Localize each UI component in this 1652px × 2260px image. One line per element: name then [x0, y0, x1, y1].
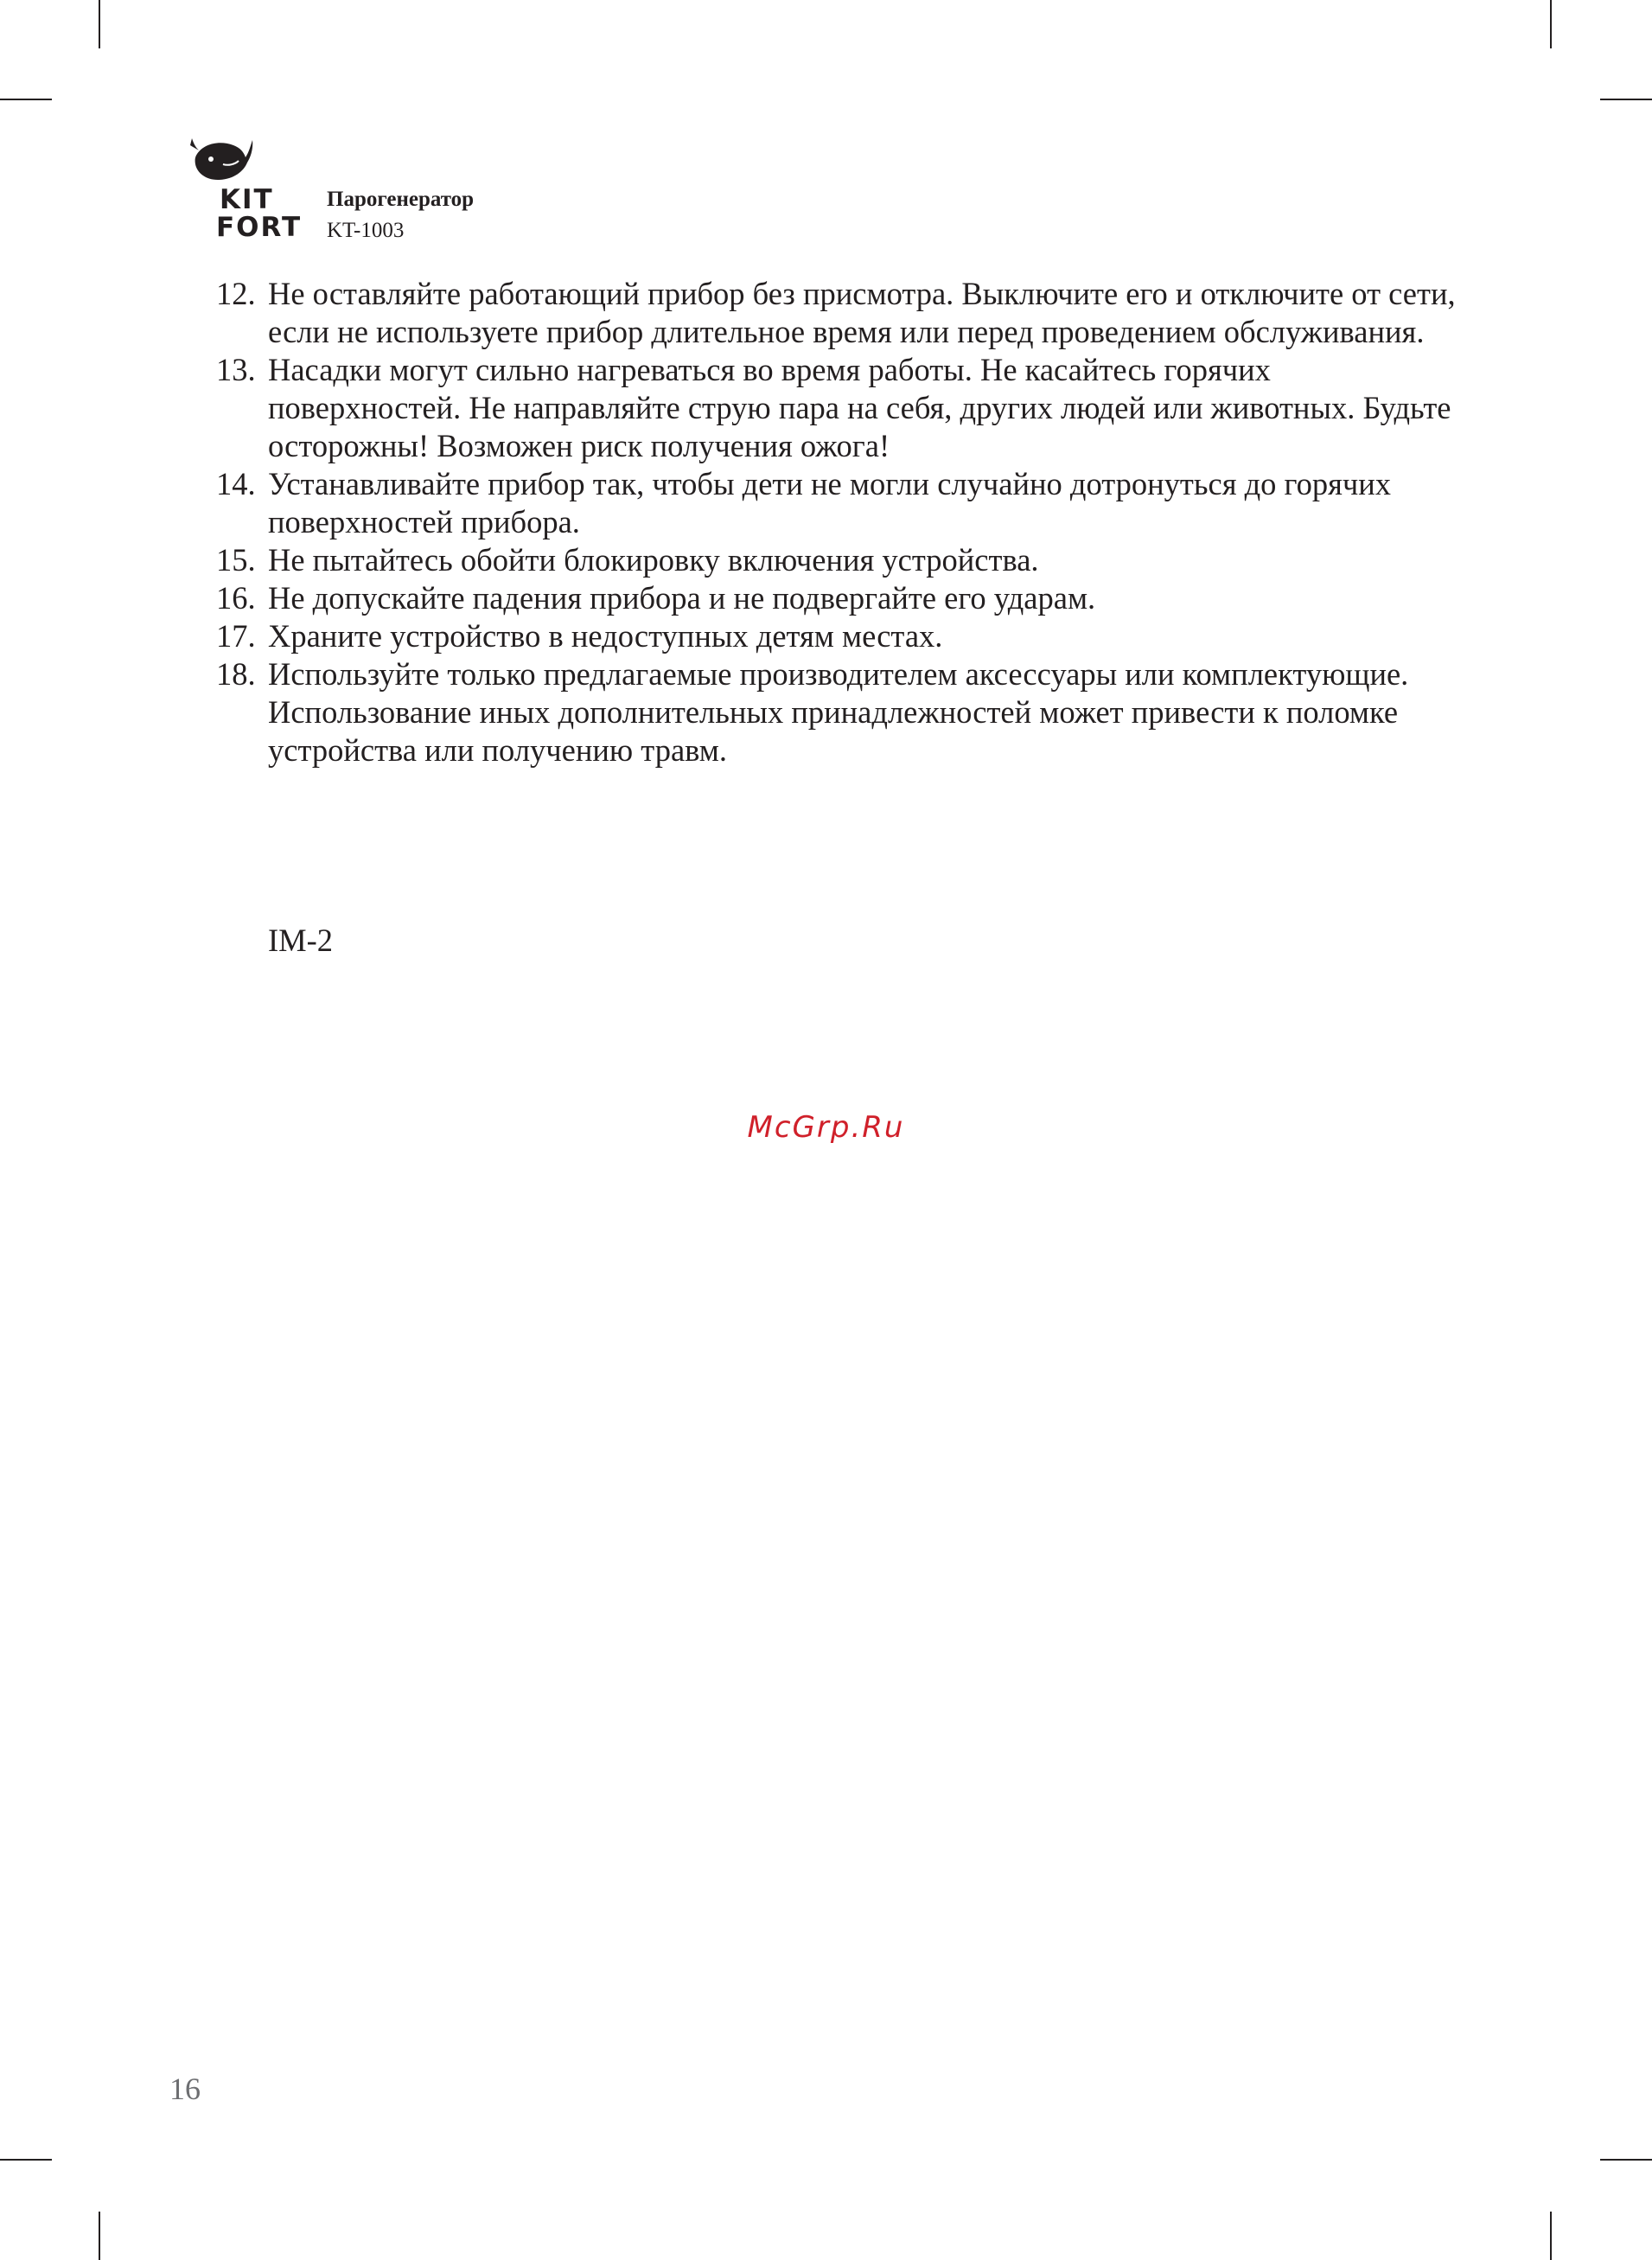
crop-mark-bottom-left	[99, 2212, 100, 2260]
crop-mark-top-right	[1550, 0, 1552, 48]
page-number: 16	[169, 2072, 201, 2106]
whale-logo-icon	[188, 135, 254, 187]
watermark: McGrp.Ru	[747, 1110, 905, 1145]
list-item	[216, 617, 1461, 655]
list-item	[216, 541, 1461, 579]
kitfort-logo	[185, 135, 303, 243]
crop-mark-top-left-h	[0, 99, 52, 100]
list-item	[216, 579, 1461, 617]
product-title: Парогенератор	[327, 188, 475, 211]
list-item-text: Используйте только предлагаемые производителем аксессуары или комплектующие. Использование иных дополнительных принадлежностей может привести к поломке устройства или получению травм.	[268, 656, 1409, 768]
list-item-number: 18.	[216, 656, 256, 692]
document-code: IM-2	[268, 923, 334, 958]
crop-mark-bottom-right-h	[1600, 2159, 1652, 2161]
list-item-text: Насадки могут сильно нагреваться во время работы. Не касайтесь горячих поверхностей. Не направляйте струю пара на себя, других людей или животных. Будьте осторожны! Возможен риск получения ожога!	[268, 352, 1451, 463]
list-item	[216, 655, 1461, 769]
list-item-text: Не оставляйте работающий прибор без присмотра. Выключите его и отключите от сети, если не используете прибор длительное время или перед проведением обслуживания.	[268, 276, 1456, 349]
list-item	[216, 465, 1461, 541]
list-item-number: 15.	[216, 542, 256, 578]
product-model: KT-1003	[327, 219, 405, 242]
safety-instructions-list	[216, 275, 1461, 769]
list-item-text: Не пытайтесь обойти блокировку включения устройства.	[268, 542, 1039, 578]
list-item-text: Храните устройство в недоступных детям местах.	[268, 618, 943, 654]
list-item-number: 16.	[216, 580, 256, 616]
logo-text-fort: FORT	[216, 212, 303, 243]
list-item	[216, 351, 1461, 465]
list-item-text: Не допускайте падения прибора и не подвергайте его ударам.	[268, 580, 1096, 616]
list-item	[216, 275, 1461, 351]
list-item-number: 14.	[216, 466, 256, 501]
crop-mark-top-left	[99, 0, 100, 48]
list-item-text: Устанавливайте прибор так, чтобы дети не могли случайно дотронуться до горячих поверхностей прибора.	[268, 466, 1392, 539]
crop-mark-bottom-right	[1550, 2212, 1552, 2260]
list-item-number: 13.	[216, 352, 256, 387]
crop-mark-bottom-left-h	[0, 2159, 52, 2161]
list-item-number: 12.	[216, 276, 256, 311]
list-item-number: 17.	[216, 618, 256, 654]
logo-text-kit: KIT	[220, 184, 274, 215]
crop-mark-top-right-h	[1600, 99, 1652, 100]
